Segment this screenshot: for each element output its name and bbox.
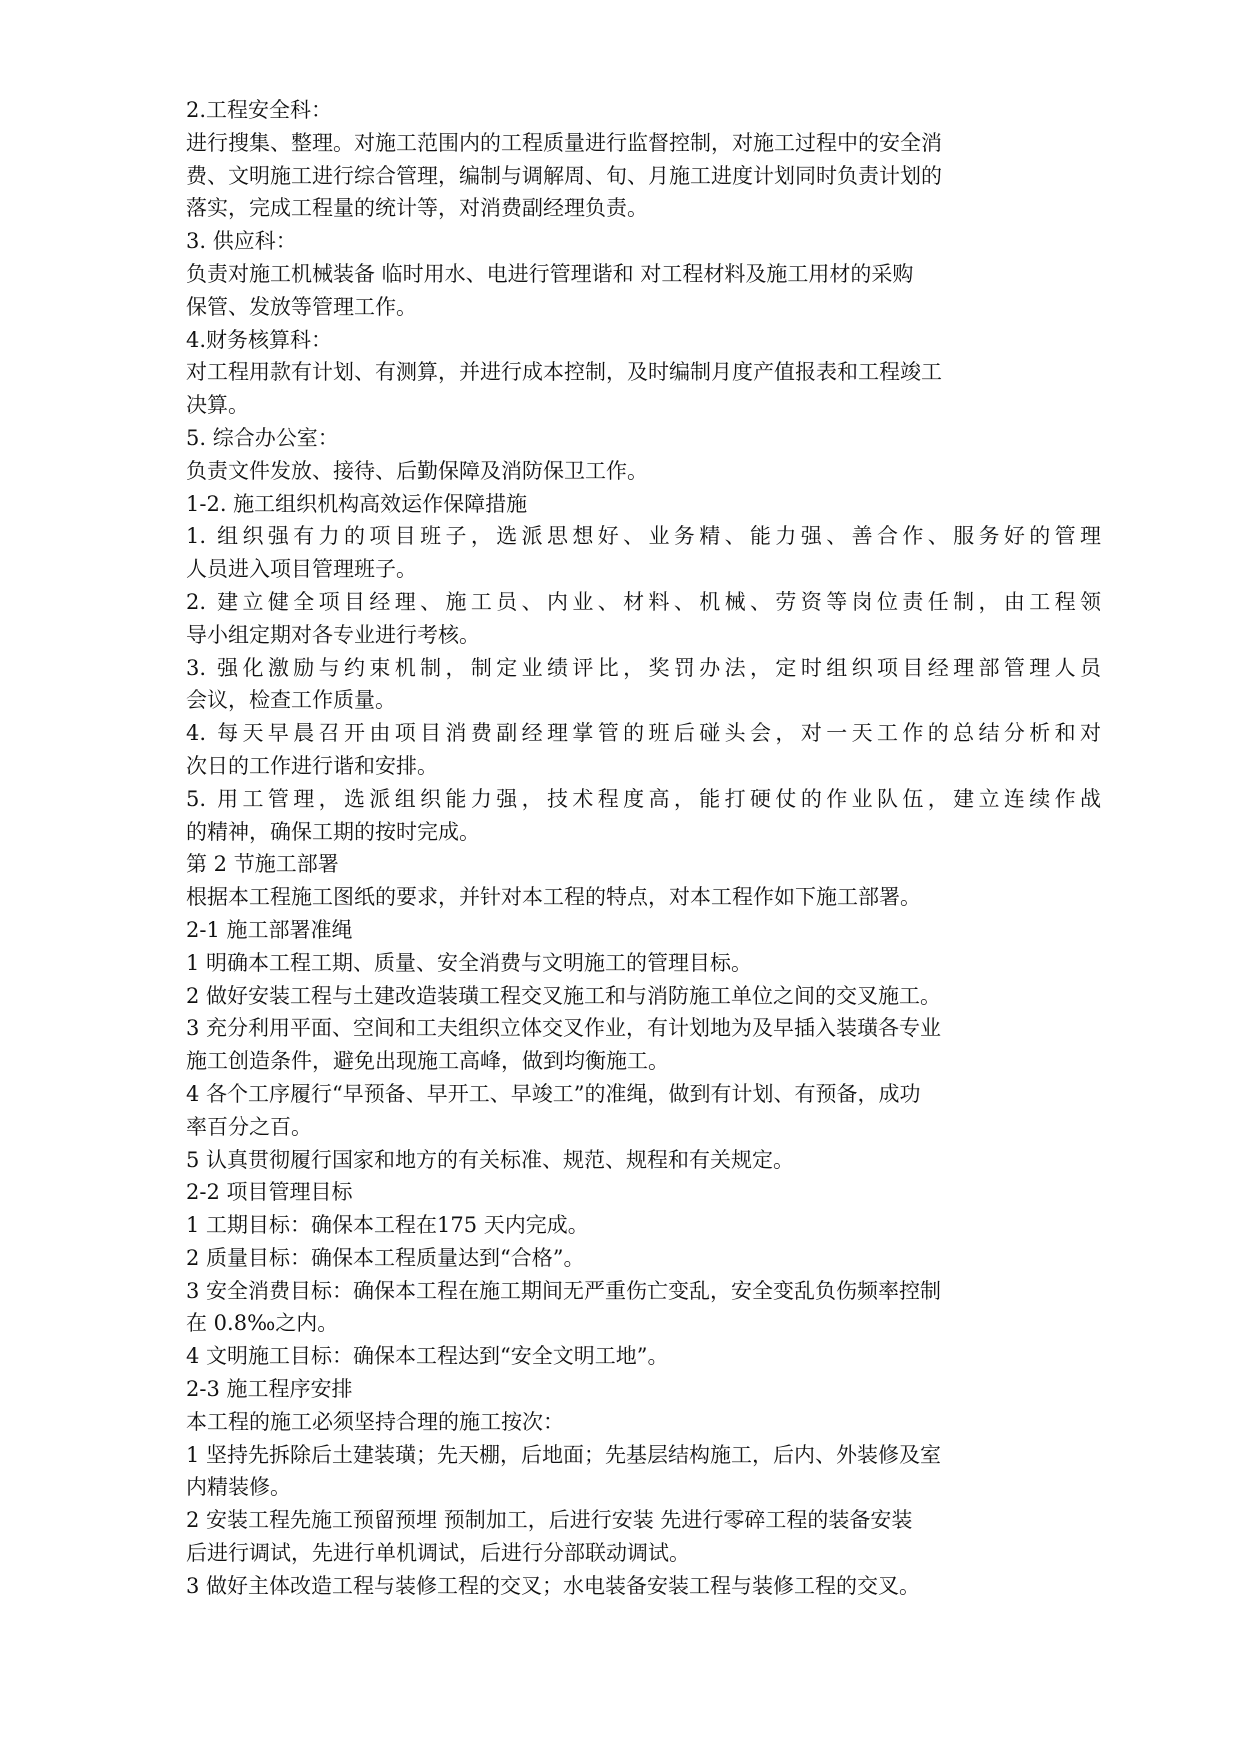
text-line: 次日的工作进行谐和安排。 bbox=[186, 753, 438, 778]
text-line: 3. 强化激励与约束机制，制定业绩评比，奖罚办法，定时组织项目经理部管理人员 bbox=[186, 655, 1101, 680]
text-line: 会议，检查工作质量。 bbox=[186, 688, 396, 713]
text-line: 5. 用工管理，选派组织能力强，技术程度高，能打硬仗的作业队伍，建立连续作战 bbox=[186, 786, 1101, 811]
text-line: 率百分之百。 bbox=[186, 1114, 312, 1139]
text-line: 在 0.8‰之内。 bbox=[186, 1311, 339, 1336]
text-line: 本工程的施工必须坚持合理的施工按次： bbox=[186, 1409, 564, 1434]
text-line: 2 安装工程先施工预留预埋 预制加工，后进行安装 先进行零碎工程的装备安装 bbox=[186, 1508, 913, 1533]
text-line: 后进行调试，先进行单机调试，后进行分部联动调试。 bbox=[186, 1541, 690, 1566]
text-line: 5 认真贯彻履行国家和地方的有关标准、规范、规程和有关规定。 bbox=[186, 1147, 795, 1172]
text-line: 负责对施工机械装备 临时用水、电进行管理谐和 对工程材料及施工用材的采购 bbox=[186, 261, 914, 286]
text-line: 的精神，确保工期的按时完成。 bbox=[186, 819, 480, 844]
text-line: 对工程用款有计划、有测算，并进行成本控制，及时编制月度产值报表和工程竣工 bbox=[186, 360, 942, 385]
text-line: 2-3 施工程序安排 bbox=[186, 1377, 353, 1402]
text-line: 2-2 项目管理目标 bbox=[186, 1180, 353, 1205]
text-line: 4. 每天早晨召开由项目消费副经理掌管的班后碰头会，对一天工作的总结分析和对 bbox=[186, 721, 1101, 746]
text-line: 决算。 bbox=[186, 393, 249, 418]
text-line: 费、文明施工进行综合管理，编制与调解周、旬、月施工进度计划同时负责计划的 bbox=[186, 163, 942, 188]
text-line: 4.财务核算科： bbox=[186, 327, 333, 352]
text-line: 施工创造条件，避免出现施工高峰，做到均衡施工。 bbox=[186, 1049, 669, 1074]
document-page bbox=[186, 94, 1101, 1603]
text-line: 1. 组织强有力的项目班子，选派思想好、业务精、能力强、善合作、服务好的管理 bbox=[186, 524, 1101, 549]
text-line: 进行搜集、整理。对施工范围内的工程质量进行监督控制，对施工过程中的安全消 bbox=[186, 130, 942, 155]
text-line: 3. 供应科： bbox=[186, 229, 297, 254]
text-line: 保管、发放等管理工作。 bbox=[186, 294, 417, 319]
text-line: 人员进入项目管理班子。 bbox=[186, 557, 417, 582]
text-line: 1-2. 施工组织机构高效运作保障措施 bbox=[186, 491, 528, 516]
text-line: 3 充分利用平面、空间和工夫组织立体交叉作业，有计划地为及早插入装璜各专业 bbox=[186, 1016, 942, 1041]
text-line: 2. 建立健全项目经理、施工员、内业、材料、机械、劳资等岗位责任制，由工程领 bbox=[186, 589, 1101, 614]
text-line: 2 质量目标：确保本工程质量达到“合格”。 bbox=[186, 1245, 585, 1270]
text-line: 根据本工程施工图纸的要求，并针对本工程的特点，对本工程作如下施工部署。 bbox=[186, 885, 921, 910]
text-line: 2.工程安全科： bbox=[186, 98, 333, 122]
text-line: 1 明确本工程工期、质量、安全消费与文明施工的管理目标。 bbox=[186, 950, 753, 975]
text-line: 落实，完成工程量的统计等，对消费副经理负责。 bbox=[186, 196, 648, 221]
text-line: 1 工期目标：确保本工程在175 天内完成。 bbox=[186, 1213, 589, 1238]
text-line: 4 各个工序履行“早预备、早开工、早竣工”的准绳，做到有计划、有预备，成功 bbox=[186, 1081, 921, 1106]
text-line: 2-1 施工部署准绳 bbox=[186, 917, 353, 942]
text-line: 2 做好安装工程与土建改造装璜工程交叉施工和与消防施工单位之间的交叉施工。 bbox=[186, 983, 942, 1008]
text-line: 3 安全消费目标：确保本工程在施工期间无严重伤亡变乱，安全变乱负伤频率控制 bbox=[186, 1278, 942, 1303]
text-line: 4 文明施工目标：确保本工程达到“安全文明工地”。 bbox=[186, 1344, 669, 1369]
text-line: 负责文件发放、接待、后勤保障及消防保卫工作。 bbox=[186, 458, 648, 483]
text-line: 5. 综合办公室： bbox=[186, 425, 339, 450]
text-line: 1 坚持先拆除后土建装璜；先天棚，后地面；先基层结构施工，后内、外装修及室 bbox=[186, 1442, 942, 1467]
text-line: 第 2 节施工部署 bbox=[186, 852, 339, 877]
text-line: 导小组定期对各专业进行考核。 bbox=[186, 622, 480, 647]
text-line: 3 做好主体改造工程与装修工程的交叉；水电装备安装工程与装修工程的交叉。 bbox=[186, 1573, 921, 1598]
text-line: 内精装修。 bbox=[186, 1475, 291, 1500]
